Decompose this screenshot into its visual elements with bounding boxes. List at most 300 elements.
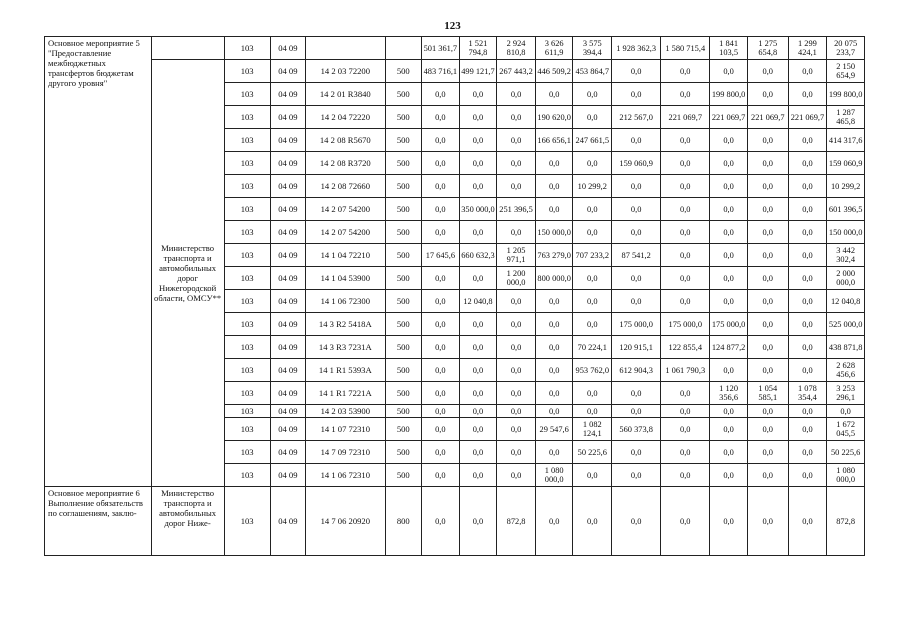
target-article-code: 14 3 R2 5418A [306,313,385,336]
table-row [45,487,865,556]
year-amount: 0,0 [747,83,788,106]
year-amount: 0,0 [459,418,497,441]
year-amount: 0,0 [661,175,710,198]
year-amount: 0,0 [573,267,612,290]
year-amount: 0,0 [612,267,661,290]
target-article-code: 14 7 09 72310 [306,441,385,464]
year-amount: 0,0 [497,221,536,244]
year-amount: 124 877,2 [710,336,748,359]
grbs-code: 103 [224,290,270,313]
year-amount: 0,0 [422,359,460,382]
grbs-code: 103 [224,313,270,336]
year-amount: 1 200 000,0 [497,267,536,290]
section-code: 04 09 [270,37,306,60]
year-amount: 0,0 [661,382,710,405]
section-code: 04 09 [270,405,306,418]
executor-cell: Министерство транспорта и автомобильных дорог Нижегородской области, ОМСУ** [151,60,224,487]
year-amount: 0,0 [788,336,827,359]
year-amount: 0,0 [535,405,573,418]
year-amount: 0,0 [535,441,573,464]
expense-type-code: 500 [385,267,422,290]
grbs-code: 103 [224,418,270,441]
year-amount: 0,0 [788,129,827,152]
year-amount: 190 620,0 [535,106,573,129]
year-amount: 50 225,6 [573,441,612,464]
year-amount: 0,0 [573,198,612,221]
year-amount: 0,0 [459,313,497,336]
year-amount: 0,0 [661,221,710,244]
target-article-code: 14 1 04 53900 [306,267,385,290]
year-amount: 0,0 [573,221,612,244]
year-amount: 0,0 [710,152,748,175]
expense-type-code: 800 [385,487,422,556]
year-amount: 1 521 794,8 [459,37,497,60]
year-amount: 221 069,7 [710,106,748,129]
year-amount: 0,0 [459,464,497,487]
total-amount: 199 800,0 [827,83,865,106]
year-amount: 0,0 [788,405,827,418]
year-amount: 0,0 [747,487,788,556]
year-amount: 175 000,0 [612,313,661,336]
target-article-code: 14 2 08 R5670 [306,129,385,152]
year-amount: 1 275 654,8 [747,37,788,60]
year-amount: 0,0 [459,336,497,359]
year-amount: 872,8 [497,487,536,556]
year-amount: 12 040,8 [459,290,497,313]
expense-type-code: 500 [385,129,422,152]
year-amount: 0,0 [747,244,788,267]
year-amount: 0,0 [747,405,788,418]
expense-type-code: 500 [385,83,422,106]
year-amount: 483 716,1 [422,60,460,83]
year-amount: 0,0 [459,221,497,244]
target-article-code: 14 1 R1 7221A [306,382,385,405]
target-article-code: 14 2 07 54200 [306,198,385,221]
year-amount: 0,0 [612,441,661,464]
year-amount: 1 841 103,5 [710,37,748,60]
year-amount: 0,0 [612,83,661,106]
year-amount: 800 000,0 [535,267,573,290]
section-code: 04 09 [270,83,306,106]
year-amount: 0,0 [422,441,460,464]
year-amount: 0,0 [535,198,573,221]
year-amount: 0,0 [612,405,661,418]
year-amount: 707 233,2 [573,244,612,267]
year-amount: 212 567,0 [612,106,661,129]
year-amount: 0,0 [459,382,497,405]
year-amount: 0,0 [422,129,460,152]
year-amount: 0,0 [788,290,827,313]
target-article-code: 14 7 06 20920 [306,487,385,556]
year-amount: 221 069,7 [661,106,710,129]
total-amount: 10 299,2 [827,175,865,198]
year-amount: 0,0 [497,129,536,152]
section-code: 04 09 [270,290,306,313]
year-amount: 0,0 [661,129,710,152]
year-amount: 120 915,1 [612,336,661,359]
total-amount: 872,8 [827,487,865,556]
year-amount: 0,0 [497,83,536,106]
year-amount: 0,0 [573,313,612,336]
target-article-code [306,37,385,60]
grbs-code: 103 [224,198,270,221]
section-code: 04 09 [270,175,306,198]
year-amount: 0,0 [459,106,497,129]
year-amount: 0,0 [661,405,710,418]
year-amount: 0,0 [573,382,612,405]
year-amount: 3 626 611,9 [535,37,573,60]
section-code: 04 09 [270,60,306,83]
year-amount: 0,0 [710,487,748,556]
year-amount: 122 855,4 [661,336,710,359]
year-amount: 0,0 [612,221,661,244]
year-amount: 0,0 [661,267,710,290]
section-code: 04 09 [270,382,306,405]
year-amount: 0,0 [710,267,748,290]
total-amount: 601 396,5 [827,198,865,221]
year-amount: 1 928 362,3 [612,37,661,60]
grbs-code: 103 [224,441,270,464]
grbs-code: 103 [224,37,270,60]
target-article-code: 14 2 08 72660 [306,175,385,198]
total-amount: 159 060,9 [827,152,865,175]
year-amount: 0,0 [459,487,497,556]
year-amount: 0,0 [422,313,460,336]
year-amount: 0,0 [573,152,612,175]
year-amount: 267 443,2 [497,60,536,83]
expense-type-code: 500 [385,106,422,129]
total-amount: 1 672 045,5 [827,418,865,441]
target-article-code: 14 2 07 54200 [306,221,385,244]
total-amount: 525 000,0 [827,313,865,336]
year-amount: 2 924 810,8 [497,37,536,60]
year-amount: 0,0 [422,152,460,175]
year-amount: 0,0 [535,336,573,359]
target-article-code: 14 1 06 72310 [306,464,385,487]
year-amount: 0,0 [535,313,573,336]
year-amount: 0,0 [497,359,536,382]
year-amount: 0,0 [788,359,827,382]
year-amount: 0,0 [747,464,788,487]
year-amount: 0,0 [747,267,788,290]
year-amount: 1 120 356,6 [710,382,748,405]
grbs-code: 103 [224,487,270,556]
expense-type-code: 500 [385,418,422,441]
grbs-code: 103 [224,129,270,152]
year-amount: 0,0 [710,464,748,487]
year-amount: 0,0 [459,152,497,175]
activity-name: Основное мероприятие 5 "Предоставление межбюджетных трансфертов бюджетам другого уровня" [45,37,152,487]
year-amount: 0,0 [535,359,573,382]
year-amount: 0,0 [497,382,536,405]
year-amount: 175 000,0 [661,313,710,336]
year-amount: 0,0 [497,336,536,359]
year-amount: 0,0 [747,313,788,336]
year-amount: 0,0 [573,83,612,106]
year-amount: 0,0 [497,106,536,129]
year-amount: 0,0 [422,290,460,313]
expense-type-code: 500 [385,464,422,487]
target-article-code: 14 1 R1 5393A [306,359,385,382]
year-amount: 0,0 [573,106,612,129]
year-amount: 10 299,2 [573,175,612,198]
year-amount: 0,0 [710,198,748,221]
year-amount: 0,0 [788,244,827,267]
year-amount: 0,0 [788,313,827,336]
year-amount: 0,0 [612,487,661,556]
year-amount: 0,0 [497,290,536,313]
year-amount: 660 632,3 [459,244,497,267]
year-amount: 0,0 [497,441,536,464]
year-amount: 17 645,6 [422,244,460,267]
year-amount: 0,0 [661,60,710,83]
year-amount: 251 396,5 [497,198,536,221]
year-amount: 0,0 [573,405,612,418]
target-article-code: 14 2 01 R3840 [306,83,385,106]
year-amount: 0,0 [497,464,536,487]
year-amount: 0,0 [747,418,788,441]
year-amount: 0,0 [747,60,788,83]
section-code: 04 09 [270,418,306,441]
year-amount: 0,0 [788,221,827,244]
year-amount: 0,0 [459,83,497,106]
year-amount: 0,0 [612,198,661,221]
table-row [45,60,865,83]
total-amount: 2 150 654,9 [827,60,865,83]
page-number: 123 [444,20,461,32]
year-amount: 1 580 715,4 [661,37,710,60]
executor-cell-blank [151,37,224,60]
year-amount: 0,0 [661,244,710,267]
year-amount: 1 299 424,1 [788,37,827,60]
year-amount: 0,0 [422,267,460,290]
section-code: 04 09 [270,129,306,152]
year-amount: 221 069,7 [747,106,788,129]
expense-type-code: 500 [385,175,422,198]
year-amount: 1 061 790,3 [661,359,710,382]
year-amount: 0,0 [788,267,827,290]
year-amount: 0,0 [422,106,460,129]
year-amount: 159 060,9 [612,152,661,175]
total-amount: 414 317,6 [827,129,865,152]
year-amount: 0,0 [535,175,573,198]
expense-type-code: 500 [385,290,422,313]
year-amount: 0,0 [661,290,710,313]
section-code: 04 09 [270,441,306,464]
target-article-code: 14 1 04 72210 [306,244,385,267]
grbs-code: 103 [224,152,270,175]
grbs-code: 103 [224,83,270,106]
expense-type-code [385,37,422,60]
expense-type-code: 500 [385,405,422,418]
target-article-code: 14 1 07 72310 [306,418,385,441]
year-amount: 0,0 [747,336,788,359]
year-amount: 0,0 [710,60,748,83]
total-amount: 2 628 456,6 [827,359,865,382]
expense-type-code: 500 [385,359,422,382]
year-amount: 0,0 [661,83,710,106]
table-row [45,37,865,60]
year-amount: 0,0 [788,441,827,464]
section-code: 04 09 [270,464,306,487]
section-code: 04 09 [270,221,306,244]
section-code: 04 09 [270,267,306,290]
year-amount: 0,0 [710,441,748,464]
total-amount: 1 287 465,8 [827,106,865,129]
executor-cell: Министерство транспорта и автомобильных дорог Ниже- [151,487,224,556]
section-code: 04 09 [270,336,306,359]
year-amount: 0,0 [459,129,497,152]
year-amount: 0,0 [661,198,710,221]
grbs-code: 103 [224,244,270,267]
year-amount: 0,0 [459,441,497,464]
grbs-code: 103 [224,175,270,198]
year-amount: 0,0 [747,290,788,313]
target-article-code: 14 2 08 R3720 [306,152,385,175]
year-amount: 0,0 [422,487,460,556]
year-amount: 0,0 [535,487,573,556]
section-code: 04 09 [270,244,306,267]
total-amount: 20 075 233,7 [827,37,865,60]
total-amount: 3 442 302,4 [827,244,865,267]
year-amount: 0,0 [710,244,748,267]
year-amount: 612 904,3 [612,359,661,382]
year-amount: 0,0 [710,359,748,382]
year-amount: 0,0 [422,221,460,244]
total-amount: 0,0 [827,405,865,418]
year-amount: 0,0 [422,382,460,405]
year-amount: 0,0 [710,175,748,198]
expense-type-code: 500 [385,336,422,359]
year-amount: 1 078 354,4 [788,382,827,405]
year-amount: 0,0 [422,418,460,441]
section-code: 04 09 [270,359,306,382]
year-amount: 0,0 [612,382,661,405]
year-amount: 175 000,0 [710,313,748,336]
total-amount: 438 871,8 [827,336,865,359]
year-amount: 453 864,7 [573,60,612,83]
year-amount: 0,0 [573,464,612,487]
year-amount: 0,0 [535,290,573,313]
year-amount: 0,0 [788,83,827,106]
year-amount: 0,0 [661,487,710,556]
year-amount: 0,0 [459,405,497,418]
year-amount: 0,0 [497,405,536,418]
year-amount: 0,0 [535,83,573,106]
year-amount: 0,0 [535,152,573,175]
year-amount: 0,0 [788,175,827,198]
budget-table [44,36,865,556]
total-amount: 2 000 000,0 [827,267,865,290]
year-amount: 0,0 [788,464,827,487]
year-amount: 0,0 [535,382,573,405]
expense-type-code: 500 [385,382,422,405]
year-amount: 0,0 [422,198,460,221]
year-amount: 0,0 [747,198,788,221]
year-amount: 0,0 [661,418,710,441]
year-amount: 70 224,1 [573,336,612,359]
year-amount: 0,0 [459,267,497,290]
total-amount: 150 000,0 [827,221,865,244]
year-amount: 0,0 [710,418,748,441]
target-article-code: 14 2 03 53900 [306,405,385,418]
year-amount: 499 121,7 [459,60,497,83]
year-amount: 0,0 [747,441,788,464]
total-amount: 3 253 296,1 [827,382,865,405]
activity-name: Основное мероприятие 6 Выполнение обязательств по соглашениям, заклю- [45,487,152,556]
year-amount: 1 205 971,1 [497,244,536,267]
expense-type-code: 500 [385,198,422,221]
year-amount: 763 279,0 [535,244,573,267]
year-amount: 0,0 [459,359,497,382]
year-amount: 0,0 [612,464,661,487]
year-amount: 0,0 [710,129,748,152]
year-amount: 0,0 [710,405,748,418]
year-amount: 350 000,0 [459,198,497,221]
year-amount: 0,0 [497,175,536,198]
year-amount: 0,0 [710,221,748,244]
year-amount: 166 656,1 [535,129,573,152]
expense-type-code: 500 [385,313,422,336]
grbs-code: 103 [224,106,270,129]
expense-type-code: 500 [385,152,422,175]
target-article-code: 14 1 06 72300 [306,290,385,313]
year-amount: 0,0 [422,336,460,359]
grbs-code: 103 [224,405,270,418]
year-amount: 0,0 [422,83,460,106]
year-amount: 3 575 394,4 [573,37,612,60]
year-amount: 0,0 [661,464,710,487]
section-code: 04 09 [270,152,306,175]
expense-type-code: 500 [385,244,422,267]
section-code: 04 09 [270,487,306,556]
year-amount: 0,0 [497,152,536,175]
year-amount: 953 762,0 [573,359,612,382]
year-amount: 0,0 [747,221,788,244]
target-article-code: 14 2 03 72200 [306,60,385,83]
grbs-code: 103 [224,464,270,487]
year-amount: 1 054 585,1 [747,382,788,405]
year-amount: 0,0 [747,129,788,152]
total-amount: 12 040,8 [827,290,865,313]
year-amount: 0,0 [661,152,710,175]
section-code: 04 09 [270,313,306,336]
year-amount: 0,0 [422,464,460,487]
year-amount: 221 069,7 [788,106,827,129]
section-code: 04 09 [270,198,306,221]
expense-type-code: 500 [385,60,422,83]
year-amount: 150 000,0 [535,221,573,244]
year-amount: 560 373,8 [612,418,661,441]
year-amount: 0,0 [497,313,536,336]
year-amount: 0,0 [422,405,460,418]
section-code: 04 09 [270,106,306,129]
grbs-code: 103 [224,221,270,244]
year-amount: 1 080 000,0 [535,464,573,487]
year-amount: 0,0 [788,152,827,175]
year-amount: 0,0 [497,418,536,441]
grbs-code: 103 [224,267,270,290]
year-amount: 0,0 [612,290,661,313]
year-amount: 0,0 [573,290,612,313]
year-amount: 0,0 [788,198,827,221]
year-amount: 501 361,7 [422,37,460,60]
year-amount: 0,0 [459,175,497,198]
target-article-code: 14 2 04 72220 [306,106,385,129]
year-amount: 0,0 [788,60,827,83]
year-amount: 0,0 [612,60,661,83]
grbs-code: 103 [224,60,270,83]
